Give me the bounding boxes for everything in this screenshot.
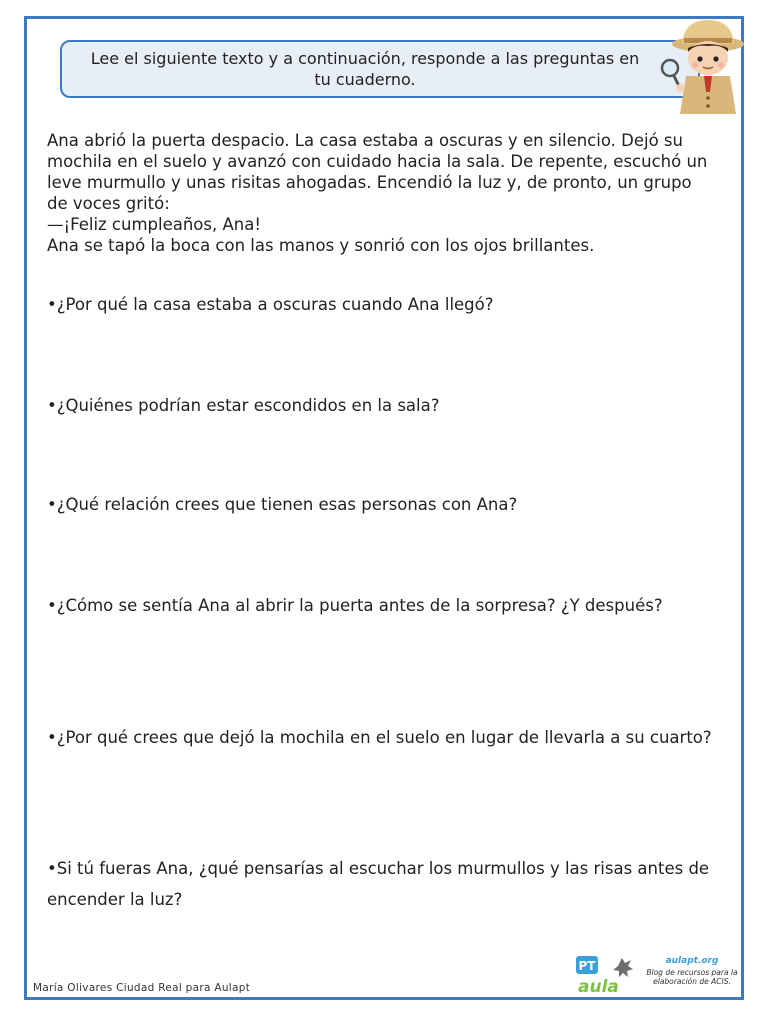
magnifying-glass-icon bbox=[662, 60, 680, 88]
pt-aula-logo bbox=[574, 952, 638, 998]
logo-aula-text: aula bbox=[578, 977, 619, 997]
question-1: •¿Por qué la casa estaba a oscuras cuando Ana llegó? bbox=[47, 295, 494, 314]
question-4: •¿Cómo se sentía Ana al abrir la puerta antes de la sorpresa? ¿Y después? bbox=[47, 596, 663, 615]
question-3: •¿Qué relación crees que tienen esas personas con Ana? bbox=[47, 495, 518, 514]
footer-credit: María Olivares Ciudad Real para Aulapt bbox=[33, 982, 251, 994]
detective-boy-icon bbox=[660, 14, 750, 119]
logo-pt-text: PT bbox=[578, 959, 596, 973]
aulapt-logo bbox=[644, 956, 740, 986]
question-5: •¿Por qué crees que dejó la mochila en el suelo en lugar de llevarla a su cuarto? bbox=[47, 728, 712, 747]
aulapt-site: aulapt.org bbox=[665, 956, 719, 966]
story-paragraph: Ana abrió la puerta despacio. La casa estaba a oscuras y en silencio. Dejó su mochila en el suelo y avanzó con cuidado hacia la sala. De repente, escuchó un leve murmullo y unas risitas ahogadas. Encendió la luz y, de pronto, un grupo de voces gritó: bbox=[47, 131, 708, 213]
story-text bbox=[47, 130, 717, 256]
question-6: •Si tú fueras Ana, ¿qué pensarías al escuchar los murmullos y las risas antes de encender la luz? bbox=[47, 859, 710, 909]
instruction-box bbox=[60, 40, 700, 98]
story-paragraph: —¡Feliz cumpleaños, Ana! bbox=[47, 215, 261, 234]
story-paragraph: Ana se tapó la boca con las manos y sonrió con los ojos brillantes. bbox=[47, 236, 595, 255]
question-2: •¿Quiénes podrían estar escondidos en la sala? bbox=[47, 396, 440, 415]
instruction-text: Lee el siguiente texto y a continuación, responde a las preguntas en tu cuaderno. bbox=[90, 49, 640, 89]
aulapt-tagline: Blog de recursos para la elaboración de ACIS. bbox=[646, 968, 738, 986]
